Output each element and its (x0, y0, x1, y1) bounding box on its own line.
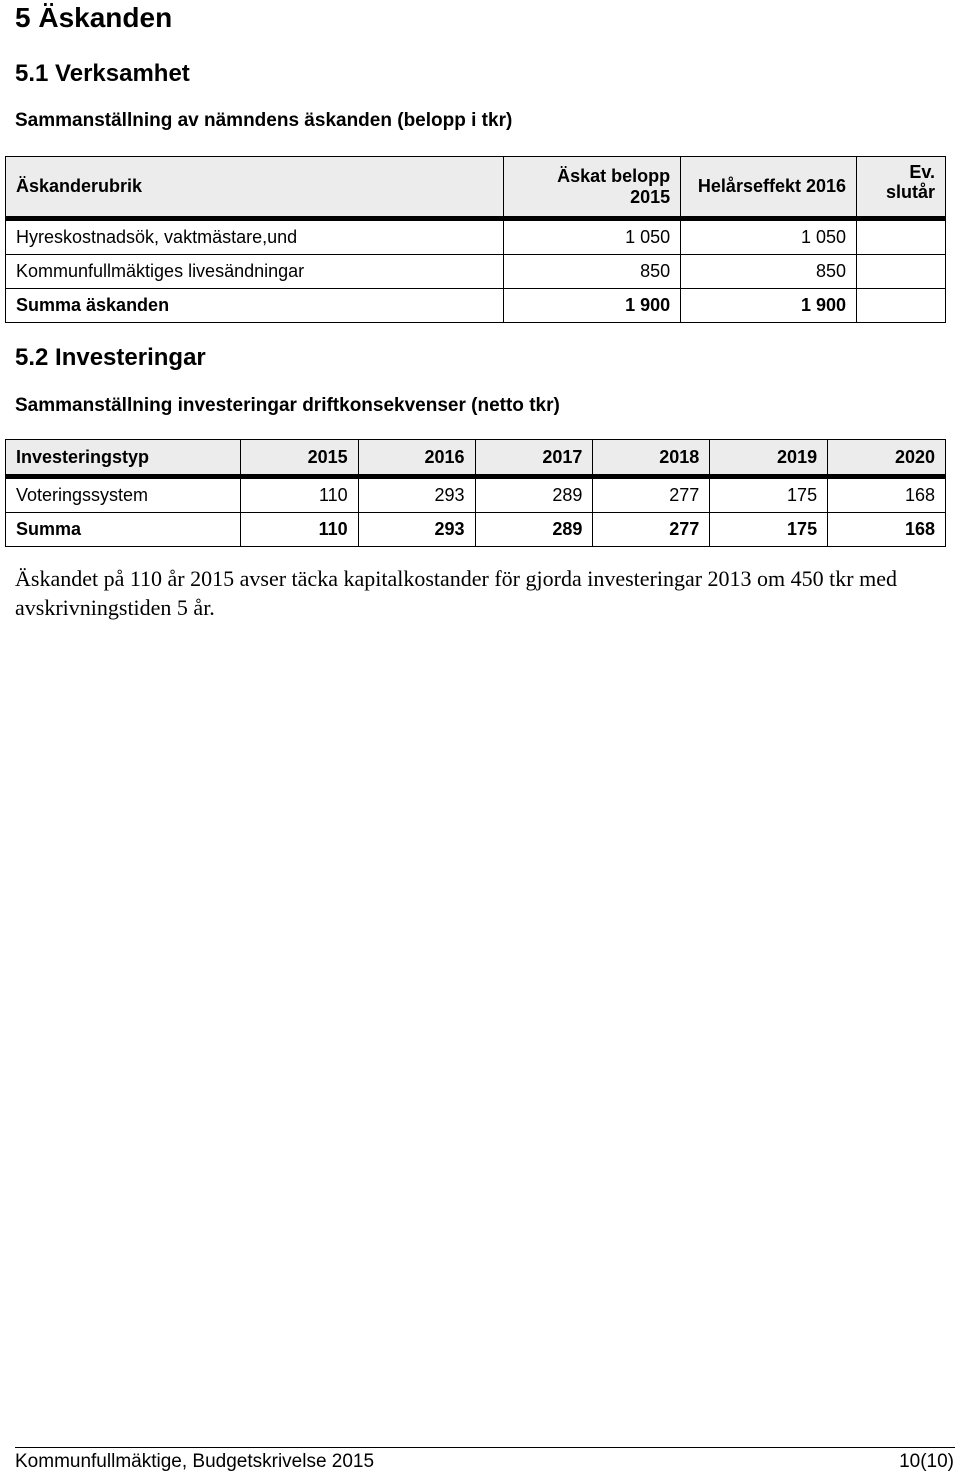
table-row (6, 255, 946, 289)
header-ev-line2: slutår (885, 182, 935, 202)
footer-divider (15, 1447, 955, 1448)
cell-total-value: 110 (240, 513, 358, 547)
header-askat-belopp (504, 157, 681, 219)
table2-caption: Sammanställning investeringar driftkonsekvenser (netto tkr) (15, 395, 560, 416)
cell-helar: 850 (681, 255, 857, 289)
header-year: 2015 (240, 440, 358, 477)
footer-document-title: Kommunfullmäktige, Budgetskrivelse 2015 (15, 1451, 375, 1472)
investeringar-table (5, 439, 946, 547)
table-row (6, 219, 946, 255)
cell-value: 168 (828, 477, 946, 513)
investeringar-header-row (6, 440, 946, 477)
header-year: 2019 (710, 440, 828, 477)
table-row (6, 477, 946, 513)
cell-helar: 1 050 (681, 219, 857, 255)
cell-value: 293 (358, 477, 475, 513)
cell-value: 277 (593, 477, 710, 513)
cell-belopp: 1 050 (504, 219, 681, 255)
cell-total-label: Summa (6, 513, 241, 547)
cell-total-label: Summa äskanden (6, 289, 504, 323)
header-year: 2020 (828, 440, 946, 477)
cell-ev (857, 219, 946, 255)
cell-total-ev (857, 289, 946, 323)
askanden-header-row (6, 157, 946, 219)
cell-rubrik: Kommunfullmäktiges livesändningar (6, 255, 504, 289)
total-row (6, 513, 946, 547)
table1-caption: Sammanställning av nämndens äskanden (belopp i tkr) (15, 110, 513, 131)
header-askat-belopp-line2: 2015 (630, 186, 671, 207)
header-helarseffekt: Helårseffekt 2016 (681, 157, 857, 219)
header-year: 2016 (358, 440, 475, 477)
cell-total-value: 277 (593, 513, 710, 547)
cell-total-value: 293 (358, 513, 475, 547)
body-paragraph: Äskandet på 110 år 2015 avser täcka kapitalkostander för gjorda investeringar 2013 om 450 tkr med avskrivningstiden 5 år. (15, 566, 897, 620)
cell-value: 110 (240, 477, 358, 513)
section-heading: 5 Äskanden (15, 2, 173, 33)
askanden-table (5, 156, 946, 323)
cell-total-value: 175 (710, 513, 828, 547)
cell-total-belopp: 1 900 (504, 289, 681, 323)
cell-value: 289 (475, 477, 593, 513)
subsection-heading-investeringar: 5.2 Investeringar (15, 344, 206, 371)
footer-page-number: 10(10) (899, 1451, 954, 1472)
header-ev-slutar (857, 157, 946, 219)
cell-total-helar: 1 900 (681, 289, 857, 323)
header-year: 2018 (593, 440, 710, 477)
cell-value: 175 (710, 477, 828, 513)
header-ev-line1: Ev. (909, 162, 935, 182)
cell-total-value: 289 (475, 513, 593, 547)
header-investeringstyp: Investeringstyp (6, 440, 241, 477)
cell-investeringstyp: Voteringssystem (6, 477, 241, 513)
header-askat-belopp-line1: Äskat belopp (557, 165, 671, 186)
header-askanderubrik: Äskanderubrik (6, 157, 504, 219)
cell-ev (857, 255, 946, 289)
subsection-heading-verksamhet: 5.1 Verksamhet (15, 60, 190, 87)
total-row (6, 289, 946, 323)
cell-belopp: 850 (504, 255, 681, 289)
cell-rubrik: Hyreskostnadsök, vaktmästare,und (6, 219, 504, 255)
header-year: 2017 (475, 440, 593, 477)
cell-total-value: 168 (828, 513, 946, 547)
